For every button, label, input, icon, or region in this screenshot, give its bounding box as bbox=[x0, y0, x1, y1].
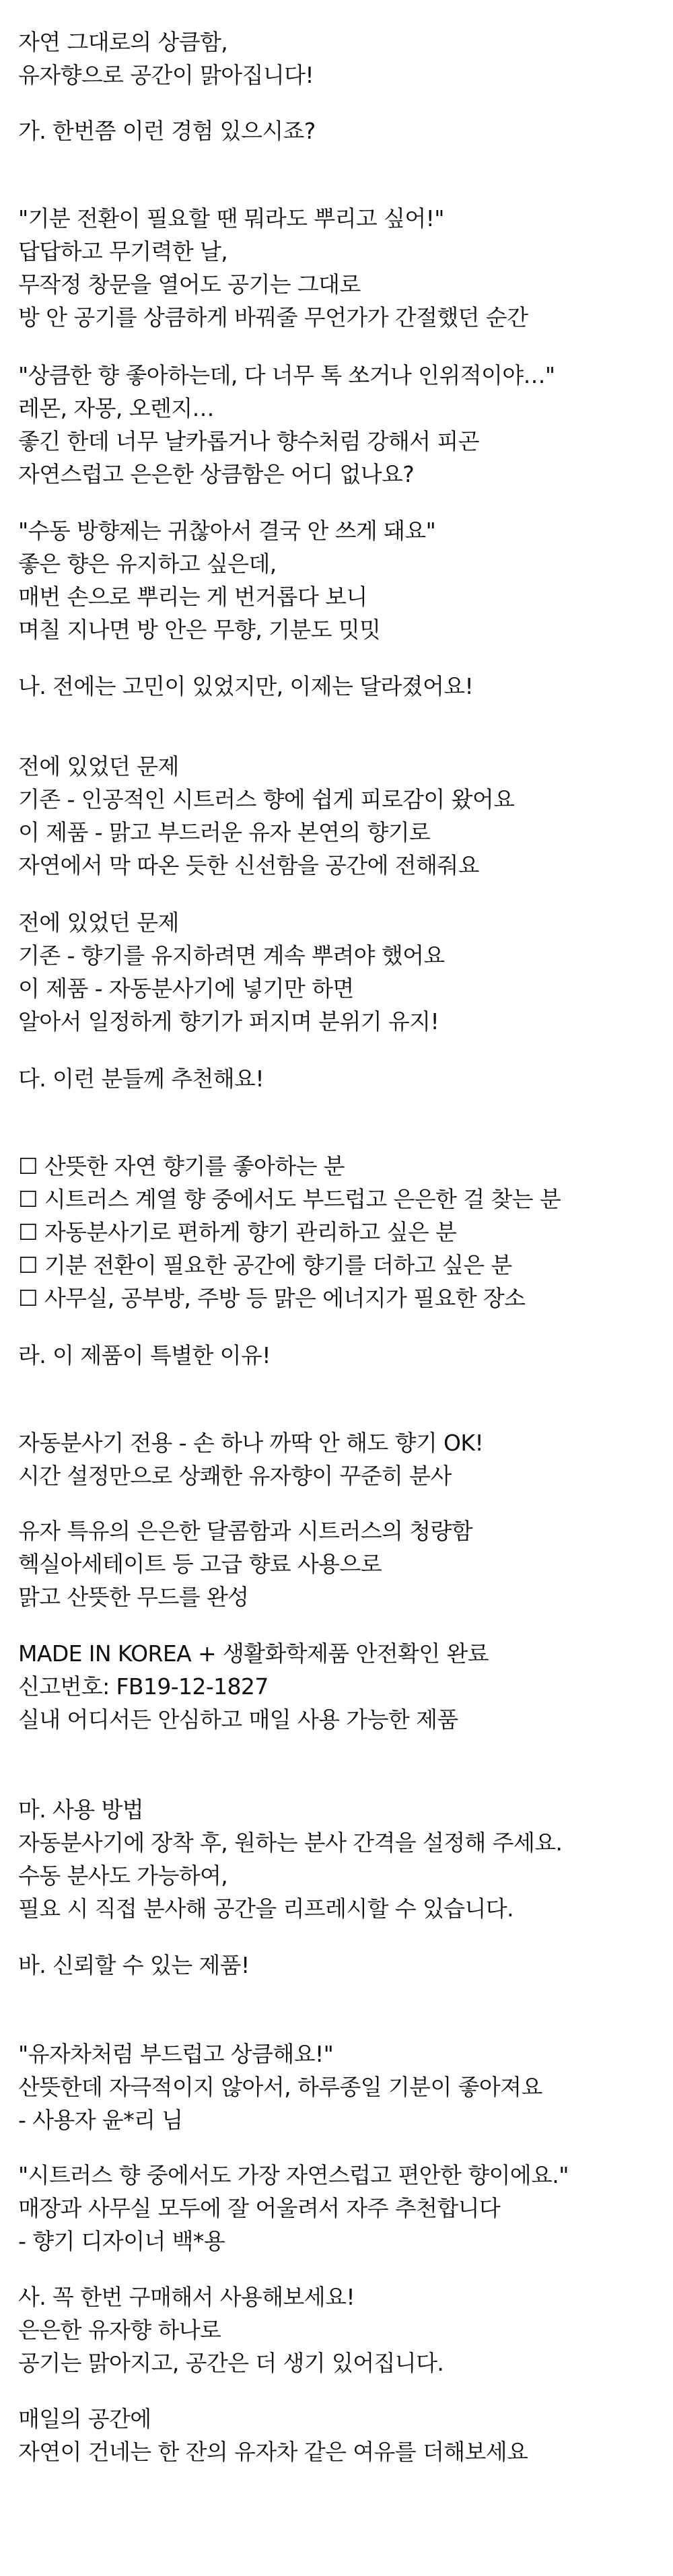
text-line: ☐ 기분 전환이 필요한 공간에 향기를 더하고 싶은 분 bbox=[18, 1252, 512, 1278]
text-line: 알아서 일정하게 향기가 퍼지며 분위기 유지! bbox=[18, 1008, 439, 1035]
text-line: 시간 설정만으로 상쾌한 유자향이 꾸준히 분사 bbox=[18, 1463, 452, 1489]
text-line: 기존 - 향기를 유지하려면 계속 뿌려야 했어요 bbox=[18, 942, 445, 969]
text-line: 매장과 사무실 모두에 잘 어울려서 자주 추천합니다 bbox=[18, 2195, 501, 2221]
text-line: 자연 그대로의 상큼함, bbox=[18, 29, 228, 55]
text-line: 바. 신뢰할 수 있는 제품! bbox=[18, 1952, 250, 1978]
text-line: "기분 전환이 필요할 땐 뭐라도 뿌리고 싶어!" bbox=[18, 205, 444, 232]
text-line: 신고번호: FB19-12-1827 bbox=[18, 1673, 269, 1700]
text-line: 며칠 지나면 방 안은 무향, 기분도 밋밋 bbox=[18, 617, 381, 643]
text-line: 매번 손으로 뿌리는 게 번거롭다 보니 bbox=[18, 584, 367, 610]
text-line: 유자 특유의 은은한 달콤함과 시트러스의 청량함 bbox=[18, 1518, 473, 1544]
text-line: "유자차처럼 부드럽고 상큼해요!" bbox=[18, 2041, 334, 2067]
text-line: 나. 전에는 고민이 있었지만, 이제는 달라졌어요! bbox=[18, 673, 474, 699]
text-line: 기존 - 인공적인 시트러스 향에 쉽게 피로감이 왔어요 bbox=[18, 786, 515, 812]
text-line: 좋긴 한데 너무 날카롭거나 향수처럼 강해서 피곤 bbox=[18, 428, 479, 454]
text-line: 매일의 공간에 bbox=[18, 2406, 151, 2432]
text-line: "시트러스 향 중에서도 가장 자연스럽고 편안한 향이에요." bbox=[18, 2162, 569, 2188]
text-line: ☐ 산뜻한 자연 향기를 좋아하는 분 bbox=[18, 1153, 345, 1179]
text-line: - 사용자 윤*리 님 bbox=[18, 2107, 183, 2133]
text-line: 수동 분사도 가능하여, bbox=[18, 1863, 228, 1889]
text-line: "상큼한 향 좋아하는데, 다 너무 톡 쏘거나 인위적이야…" bbox=[18, 362, 555, 388]
text-line: 헥실아세테이트 등 고급 향료 사용으로 bbox=[18, 1551, 382, 1577]
text-line: ☐ 시트러스 계열 향 중에서도 부드럽고 은은한 걸 찾는 분 bbox=[18, 1186, 561, 1212]
text-line: 레몬, 자몽, 오렌지… bbox=[18, 395, 214, 421]
text-line: 방 안 공기를 상큼하게 바꿔줄 무언가가 간절했던 순간 bbox=[18, 304, 528, 330]
text-line: MADE IN KOREA + 생활화학제품 안전확인 완료 bbox=[18, 1640, 489, 1667]
text-line: 산뜻한데 자극적이지 않아서, 하루종일 기분이 좋아져요 bbox=[18, 2074, 542, 2100]
text-line: 자동분사기에 장착 후, 원하는 분사 간격을 설정해 주세요. bbox=[18, 1830, 563, 1856]
text-line: 자연스럽고 은은한 상큼함은 어디 없나요? bbox=[18, 461, 415, 487]
text-line: 가. 한번쯤 이런 경험 있으시죠? bbox=[18, 118, 316, 144]
text-line: 사. 꼭 한번 구매해서 사용해보세요! bbox=[18, 2284, 355, 2310]
text-line: "수동 방향제는 귀찮아서 결국 안 쓰게 돼요" bbox=[18, 518, 436, 544]
text-line: ☐ 자동분사기로 편하게 향기 관리하고 싶은 분 bbox=[18, 1219, 457, 1245]
text-line: 자연에서 막 따온 듯한 신선함을 공간에 전해줘요 bbox=[18, 852, 479, 878]
text-line: ☐ 사무실, 공부방, 주방 등 맑은 에너지가 필요한 장소 bbox=[18, 1285, 526, 1311]
text-line: 다. 이런 분들께 추천해요! bbox=[18, 1066, 264, 1092]
text-line: 실내 어디서든 안심하고 매일 사용 가능한 제품 bbox=[18, 1706, 458, 1733]
text-line: 전에 있었던 문제 bbox=[18, 753, 179, 779]
text-line: 좋은 향은 유지하고 싶은데, bbox=[18, 551, 277, 577]
text-line: 라. 이 제품이 특별한 이유! bbox=[18, 1342, 271, 1368]
text-line: 유자향으로 공간이 맑아집니다! bbox=[18, 62, 314, 88]
text-line: 이 제품 - 맑고 부드러운 유자 본연의 향기로 bbox=[18, 819, 431, 845]
text-line: 전에 있었던 문제 bbox=[18, 909, 179, 936]
text-line: 자연이 건네는 한 잔의 유자차 같은 여유를 더해보세요 bbox=[18, 2439, 528, 2465]
text-line: 필요 시 직접 분사해 공간을 리프레시할 수 있습니다. bbox=[18, 1895, 513, 1922]
text-line: 이 제품 - 자동분사기에 넣기만 하면 bbox=[18, 975, 354, 1002]
text-line: - 향기 디자이너 백*용 bbox=[18, 2228, 225, 2254]
text-line: 은은한 유자향 하나로 bbox=[18, 2317, 221, 2343]
text-line: 무작정 창문을 열어도 공기는 그대로 bbox=[18, 271, 361, 298]
text-line: 공기는 맑아지고, 공간은 더 생기 있어집니다. bbox=[18, 2350, 444, 2376]
text-line: 맑고 산뜻한 무드를 완성 bbox=[18, 1584, 249, 1610]
text-line: 자동분사기 전용 - 손 하나 까딱 안 해도 향기 OK! bbox=[18, 1430, 484, 1456]
text-line: 마. 사용 방법 bbox=[18, 1797, 144, 1823]
text-line: 답답하고 무기력한 날, bbox=[18, 238, 228, 265]
